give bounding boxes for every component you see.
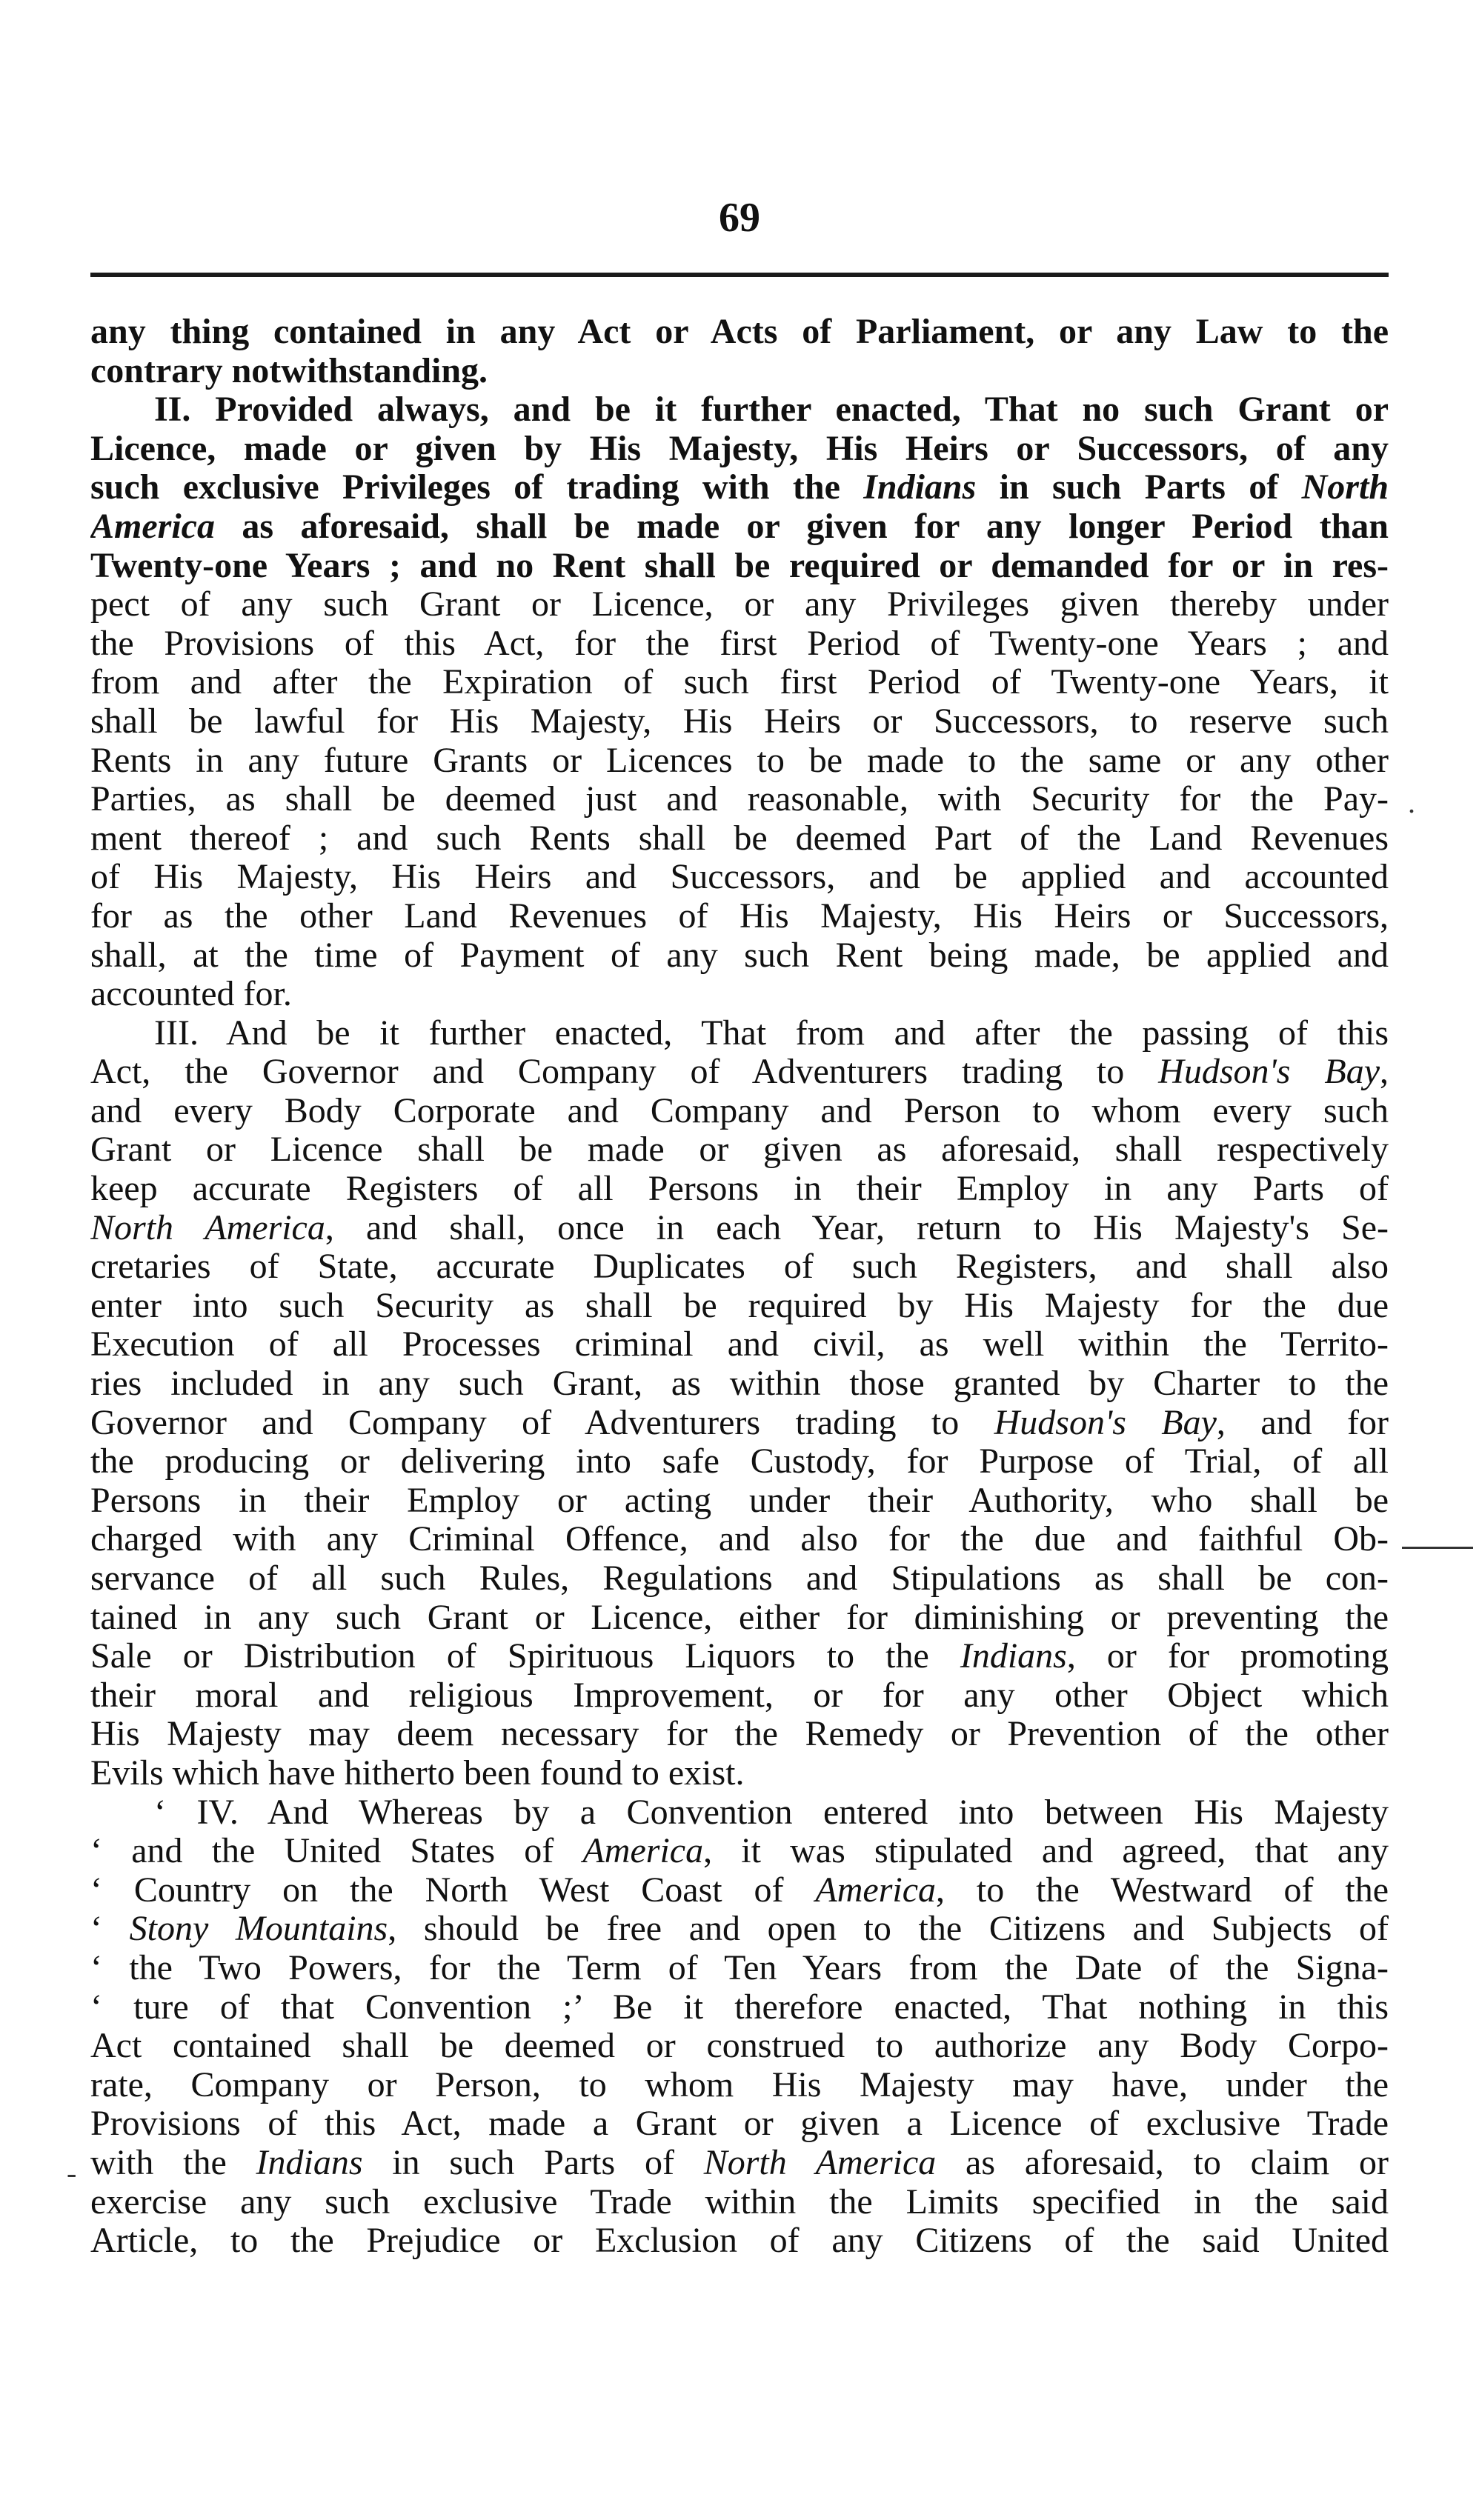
text-line: Persons in their Employ or acting under their Authority, who shall be	[90, 1481, 1389, 1520]
text-line: ‘ ture of that Convention ;’ Be it therefore enacted, That nothing in this	[90, 1987, 1389, 2027]
text-line: such exclusive Privileges of trading with the Indians in such Parts of North	[90, 468, 1389, 507]
text-line: rate, Company or Person, to whom His Majesty may have, under the	[90, 2065, 1389, 2104]
text-line: Execution of all Processes criminal and civil, as well within the Territo-	[90, 1325, 1389, 1364]
text-line: accounted for.	[90, 975, 292, 1014]
text-line: cretaries of State, accurate Duplicates of such Registers, and shall also	[90, 1247, 1389, 1287]
text-line: pect of any such Grant or Licence, or any Privileges given thereby under	[90, 585, 1389, 624]
text-line: ‘ Country on the North West Coast of America, to the Westward of the	[90, 1870, 1389, 1910]
text-line: Rents in any future Grants or Licences to be made to the same or any other	[90, 741, 1389, 780]
text-line: ‘ the Two Powers, for the Term of Ten Years from the Date of the Signa-	[90, 1948, 1389, 1987]
text-line: tained in any such Grant or Licence, either for diminishing or preventing the	[90, 1598, 1389, 1637]
header-rule	[90, 273, 1389, 277]
text-line: and every Body Corporate and Company and Person to whom every such	[90, 1091, 1389, 1130]
text-line: ries included in any such Grant, as within those granted by Charter to the	[90, 1364, 1389, 1404]
text-line: Act contained shall be deemed or construed to authorize any Body Corpo-	[90, 2027, 1389, 2066]
text-line: Provisions of this Act, made a Grant or given a Licence of exclusive Trade	[90, 2104, 1389, 2144]
text-line: Act, the Governor and Company of Adventurers trading to Hudson's Bay,	[90, 1053, 1389, 1092]
text-line: Article, to the Prejudice or Exclusion of any Citizens of the said United	[90, 2221, 1389, 2261]
text-line: America as aforesaid, shall be made or given for any longer Period than	[90, 507, 1389, 546]
text-line: from and after the Expiration of such first Period of Twenty-one Years, it	[90, 663, 1389, 702]
text-line: their moral and religious Improvement, or for any other Object which	[90, 1676, 1389, 1715]
text-line: enter into such Security as shall be required by His Majesty for the due	[90, 1286, 1389, 1325]
text-line: the Provisions of this Act, for the first Period of Twenty-one Years ; and	[90, 624, 1389, 663]
text-line: ‘ and the United States of America, it was stipulated and agreed, that any	[90, 1832, 1389, 1871]
text-line: the producing or delivering into safe Custody, for Purpose of Trial, of all	[90, 1442, 1389, 1481]
text-line: with the Indians in such Parts of North America as aforesaid, to claim or	[90, 2143, 1389, 2182]
text-line: shall, at the time of Payment of any such Rent being made, be applied and	[90, 936, 1389, 975]
text-line: Sale or Distribution of Spirituous Liquors to the Indians, or for promoting	[90, 1637, 1389, 1676]
text-line: charged with any Criminal Offence, and also for the due and faithful Ob-	[90, 1520, 1389, 1559]
text-line: North America, and shall, once in each Year, return to His Majesty's Se-	[90, 1208, 1389, 1247]
text-line: ment thereof ; and such Rents shall be deemed Part of the Land Revenues	[90, 819, 1389, 858]
margin-mark: .	[1408, 786, 1415, 819]
margin-mark: -	[67, 2156, 77, 2190]
body-text	[90, 313, 1389, 2261]
text-line: ‘ IV. And Whereas by a Convention entered into between His Majesty	[154, 1793, 1389, 1832]
text-line: Evils which have hitherto been found to exist.	[90, 1753, 745, 1793]
text-line: III. And be it further enacted, That from and after the passing of this	[154, 1013, 1389, 1053]
text-line: His Majesty may deem necessary for the Remedy or Prevention of the other	[90, 1715, 1389, 1754]
text-line: Parties, as shall be deemed just and reasonable, with Security for the Pay-	[90, 780, 1389, 819]
text-line: Licence, made or given by His Majesty, His Heirs or Successors, of any	[90, 429, 1389, 468]
text-line: for as the other Land Revenues of His Majesty, His Heirs or Successors,	[90, 896, 1389, 936]
text-line: II. Provided always, and be it further enacted, That no such Grant or	[154, 390, 1389, 430]
text-line: Twenty-one Years ; and no Rent shall be required or demanded for or in res-	[90, 546, 1389, 585]
text-line: keep accurate Registers of all Persons in their Employ in any Parts of	[90, 1170, 1389, 1209]
page-number: 69	[719, 195, 760, 241]
text-line: Governor and Company of Adventurers trading to Hudson's Bay, and for	[90, 1403, 1389, 1442]
text-line: exercise any such exclusive Trade within the Limits specified in the said	[90, 2182, 1389, 2221]
margin-dash	[1402, 1547, 1473, 1549]
text-line: any thing contained in any Act or Acts of Parliament, or any Law to the	[90, 313, 1389, 351]
text-line: servance of all such Rules, Regulations and Stipulations as shall be con-	[90, 1559, 1389, 1598]
text-line: of His Majesty, His Heirs and Successors, and be applied and accounted	[90, 858, 1389, 897]
text-line: contrary notwithstanding.	[90, 351, 488, 390]
text-line: Grant or Licence shall be made or given as aforesaid, shall respectively	[90, 1130, 1389, 1170]
text-line: shall be lawful for His Majesty, His Heirs or Successors, to reserve such	[90, 701, 1389, 741]
text-line: ‘ Stony Mountains, should be free and open to the Citizens and Subjects of	[90, 1910, 1389, 1949]
